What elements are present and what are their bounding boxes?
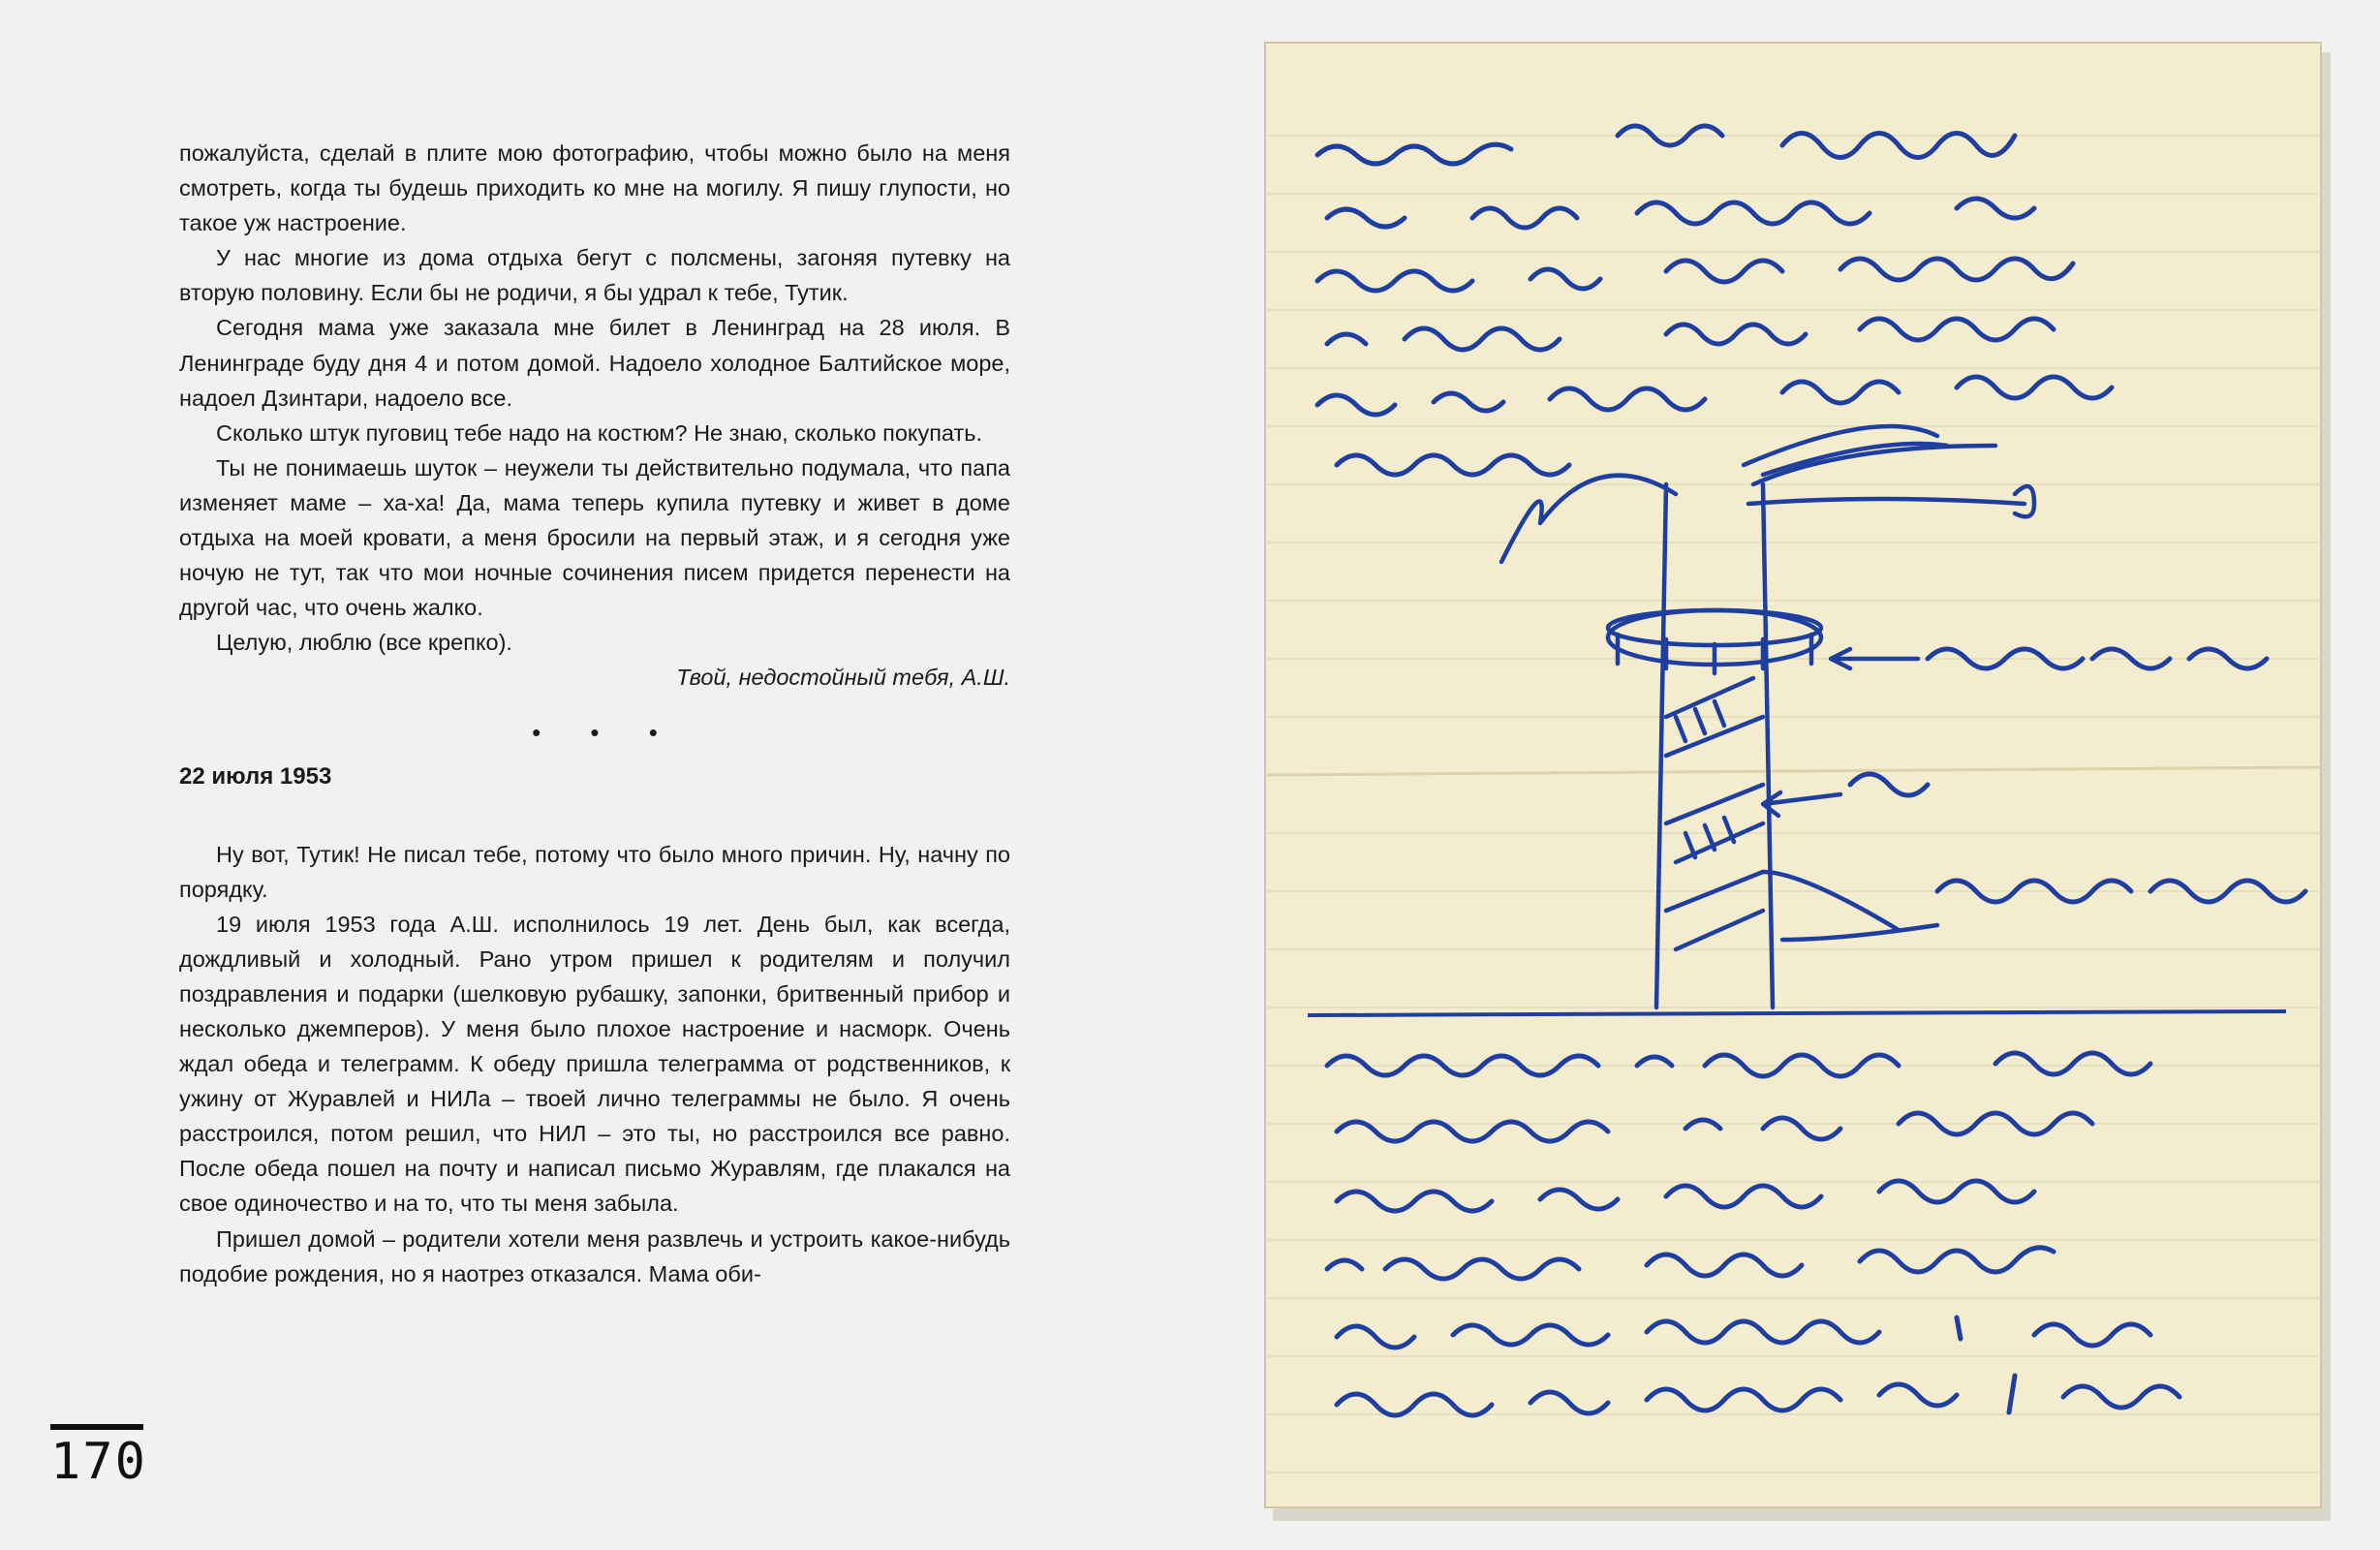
handwritten-letter-image (1259, 39, 2339, 1526)
paragraph: пожалуйста, сделай в плите мою фотографию, чтобы можно было на меня смотреть, когда ты будешь приходить ко мне на могилу. Я пишу глупости, но такое уж настроение. (179, 140, 1010, 236)
body-text (179, 136, 1010, 1291)
paragraph: Пришел домой – родители хотели меня развлечь и устроить какое-нибудь подобие рождения, но я наотрез отказался. Мама оби- (179, 1225, 1010, 1286)
paragraph: Ты не понимаешь шуток – неужели ты действительно подумала, что папа изменяет маме – ха-ха! Да, мама теперь купила путевку и живет в доме отдыха на моей кровати, а меня бросили на первый этаж, и я сегодня уже ночую не тут, так что мои ночные сочинения писем придется перенести на другой час, что очень жалко. (179, 454, 1010, 621)
paragraph: Целую, люблю (все крепко). (216, 630, 512, 656)
paragraph: У нас многие из дома отдыха бегут с полсмены, загоняя путевку на вторую половину. Если бы не родичи, я бы удрал к тебе, Тутик. (179, 245, 1010, 306)
paragraph: 19 июля 1953 года А.Ш. исполнилось 19 лет. День был, как всегда, дождливый и холодный. Рано утром пришел к родителям и получил поздравления и подарки (шелковую рубашку, запонки, бритвенный прибор и несколько джемперов). У меня было плохое настроение и насморк. Очень ждал обеда и телеграмм. К обеду пришла телеграмма от родственников, к ужину от Журавлей и НИЛа – твоей лично телеграммы не было. Я очень расстроился, потом решил, что НИЛ – это ты, но расстроился все равно. После обеда пошел на почту и написал письмо Журавлям, где плакался на свое одиночество и на то, что ты меня забыла. (179, 911, 1010, 1217)
section-separator: • • • (532, 717, 679, 747)
left-page (0, 0, 1172, 1550)
date-heading: 22 июля 1953 (179, 762, 332, 790)
page-number: 170 (50, 1424, 143, 1490)
letter-signature: Твой, недостойный тебя, А.Ш. (676, 665, 1010, 691)
paragraph: Сколько штук пуговиц тебе надо на костюм? Не знаю, сколько покупать. (216, 419, 983, 446)
paragraph: Сегодня мама уже заказала мне билет в Ленинград на 28 июля. В Ленинграде буду дня 4 и потом домой. Надоело холодное Балтийское море, надоел Дзинтари, надоело все. (179, 315, 1010, 411)
right-page (1172, 0, 2380, 1550)
paragraph: Ну вот, Тутик! Не писал тебе, потому что было много причин. Ну, начну по порядку. (179, 841, 1010, 902)
